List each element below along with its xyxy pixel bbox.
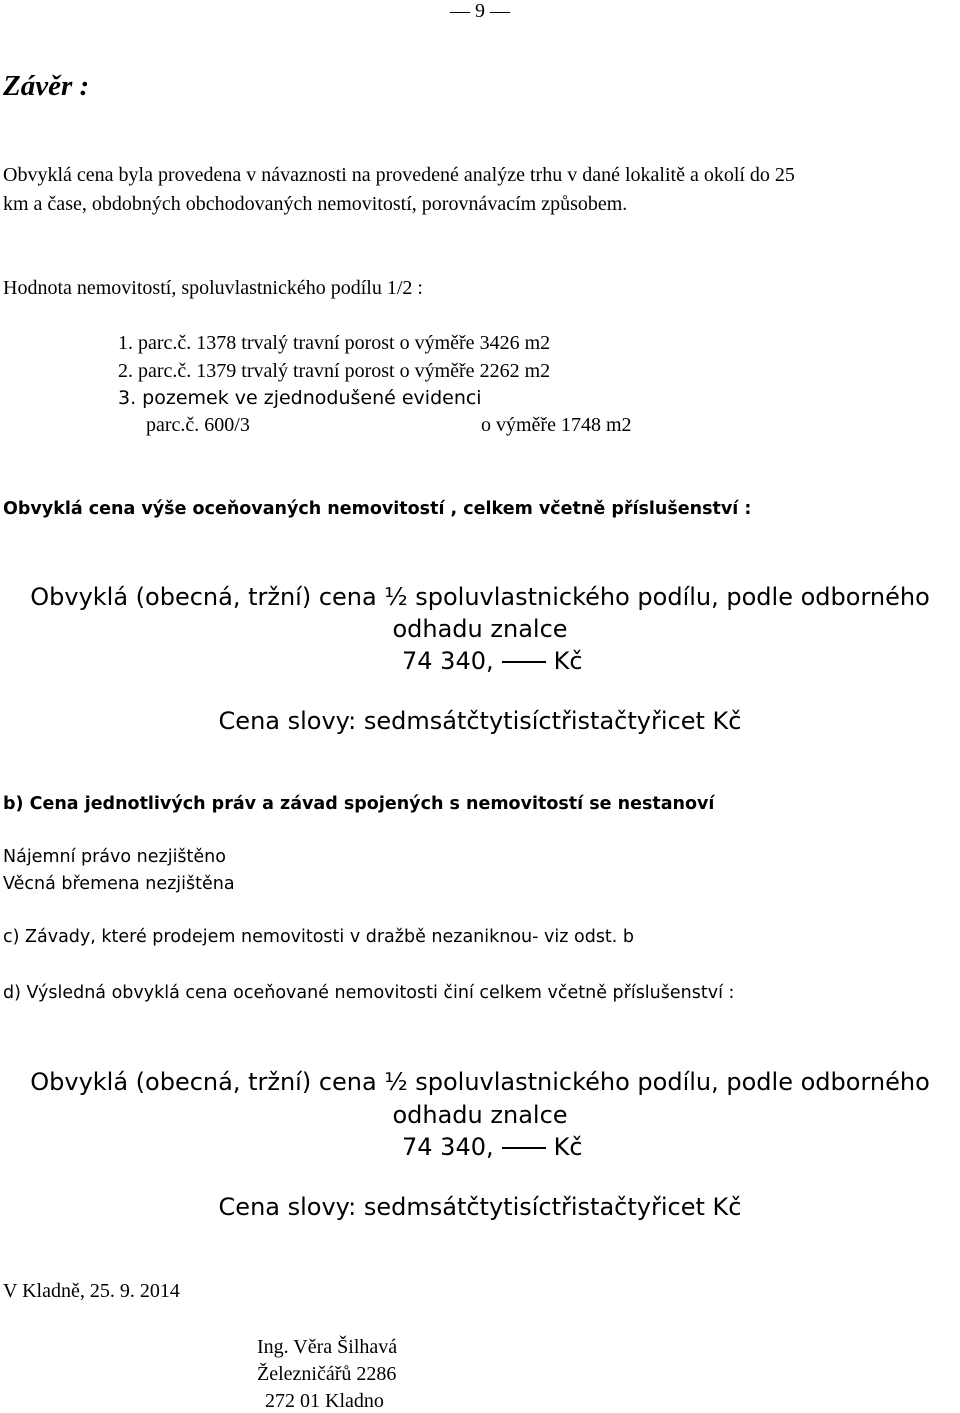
section-b-heading: b) Cena jednotlivých práv a závad spojených s nemovitostí se nestanoví: [3, 794, 715, 814]
price-1-line-1: Obvyklá (obecná, tržní) cena ½ spoluvlastnického podílu, podle odborného: [30, 583, 930, 611]
section-b-line-2: Věcná břemena nezjištěna: [3, 874, 235, 894]
price-2-currency: Kč: [553, 1133, 583, 1161]
signature-street: Železničářů 2286: [257, 1363, 397, 1385]
price-2-words: Cena slovy: sedmsátčtytisíctřistačtyřicet Kč: [218, 1193, 742, 1221]
page-title: Závěr :: [3, 70, 90, 102]
price-1-amount: [402, 647, 583, 675]
price-2-line-1: Obvyklá (obecná, tržní) cena ½ spoluvlastnického podílu, podle odborného: [30, 1068, 930, 1096]
page-number: — 9 —: [450, 0, 510, 22]
price-2-amount-value: 74 340,: [402, 1133, 494, 1161]
price-1-dash: [502, 661, 546, 663]
intro-line-1: Obvyklá cena byla provedena v návaznosti na provedené analýze trhu v dané lokalitě a okolí do 25: [3, 164, 795, 186]
section-c: c) Závady, které prodejem nemovitosti v dražbě nezaniknou- viz odst. b: [3, 927, 635, 947]
parcel-item-2: 2. parc.č. 1379 trvalý travní porost o výměře 2262 m2: [118, 360, 551, 382]
price-2-amount: [402, 1133, 583, 1161]
price-2-line-2: odhadu znalce: [392, 1101, 568, 1129]
price-1-currency: Kč: [553, 647, 583, 675]
price-1-line-2: odhadu znalce: [392, 615, 568, 643]
intro-line-2: km a čase, obdobných obchodovaných nemovitostí, porovnávacím způsobem.: [3, 193, 628, 215]
parcel-item-1: 1. parc.č. 1378 trvalý travní porost o výměře 3426 m2: [118, 332, 551, 354]
parcel-item-3: 3. pozemek ve zjednodušené evidenci: [118, 387, 482, 409]
price-1-amount-value: 74 340,: [402, 647, 494, 675]
section-d: d) Výsledná obvyklá cena oceňované nemovitosti činí celkem včetně příslušenství :: [3, 983, 735, 1003]
signature-name: Ing. Věra Šilhavá: [257, 1336, 398, 1358]
place-date: V Kladně, 25. 9. 2014: [3, 1280, 180, 1302]
price-2-dash: [502, 1147, 546, 1149]
parcel-item-4-number: parc.č. 600/3: [146, 414, 250, 436]
parcel-item-4-area: o výměře 1748 m2: [481, 414, 632, 436]
price-1-words: Cena slovy: sedmsátčtytisíctřistačtyřicet Kč: [218, 707, 742, 735]
section-b-line-1: Nájemní právo nezjištěno: [3, 847, 226, 867]
value-heading: Hodnota nemovitostí, spoluvlastnického podílu 1/2 :: [3, 277, 423, 299]
summary-label: Obvyklá cena výše oceňovaných nemovitostí , celkem včetně příslušenství :: [3, 499, 752, 519]
signature-city: 272 01 Kladno: [265, 1390, 384, 1412]
